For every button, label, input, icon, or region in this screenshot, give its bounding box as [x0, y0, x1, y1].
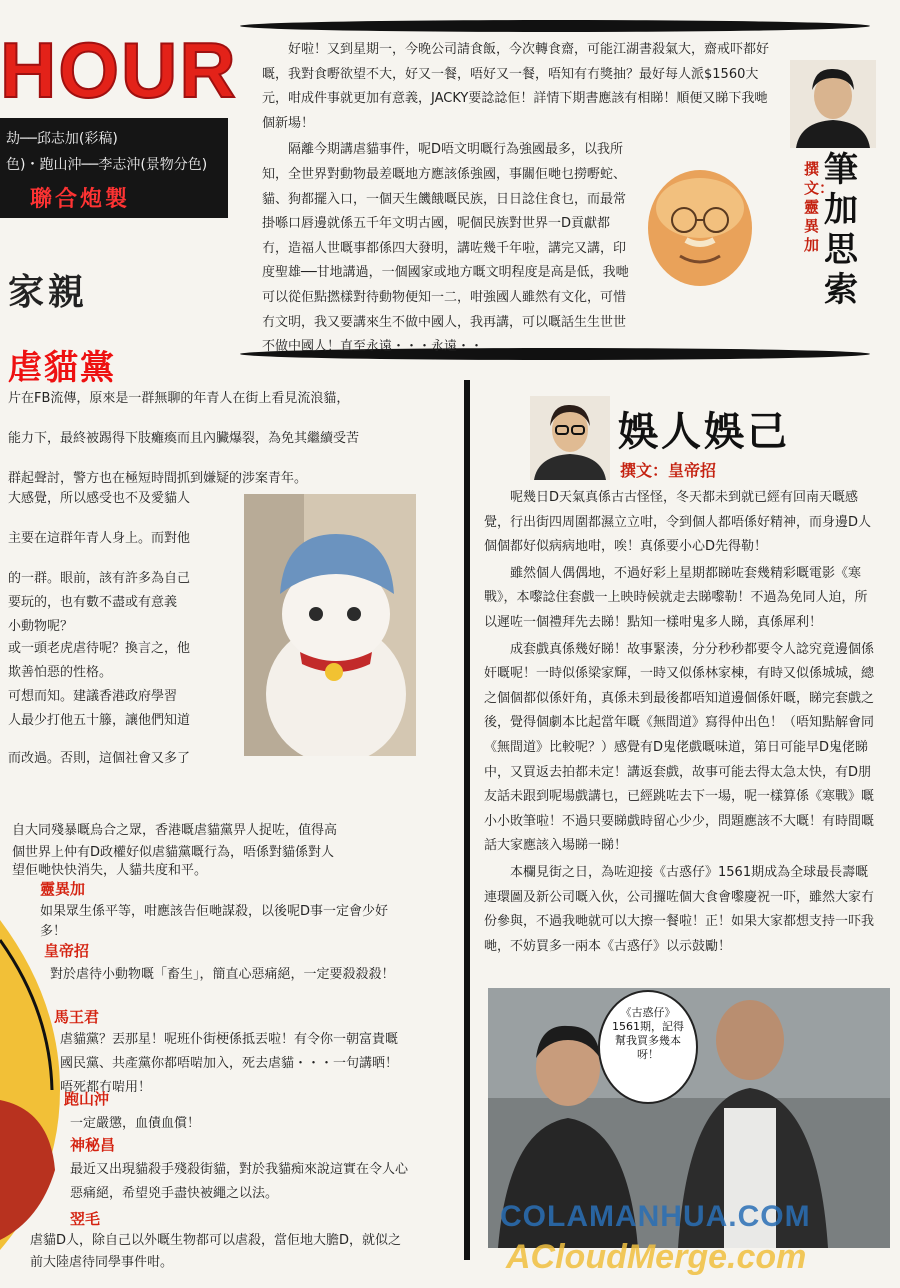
left-section-heading: 家親: [8, 272, 89, 313]
comment-text-4: 一定嚴懲，血債血償！: [70, 1116, 201, 1131]
left-line-3: 群起聲討，警方也在極短時間抓到嫌疑的涉案青年。: [8, 471, 308, 486]
comment-text-6: 虐貓D人，除自己以外嘅生物都可以虐殺，當佢地大膽D，就似之前大陸虐待同學事件咁。: [30, 1233, 402, 1270]
column-divider: [464, 380, 470, 1260]
comment-name-2: 皇帝招: [44, 942, 90, 960]
left-section-subheading: 虐貓黨: [8, 348, 116, 388]
top-column-title: 筆加思索: [824, 150, 858, 310]
right-column-paragraph-3: 成套戲真係幾好睇！故事緊湊，分分秒秒都要令人諗究竟邊個係奸嘅呢！一時似係梁家輝，一時又似係林家棟，有時又似係城城，總之個個都似係奸角，真係未到最後都唔知道邊個係奸嘅，睇完套戲之後，覺得個劇本比起當年嘅《無間道》寫得仲出色！（唔知點解會同《無間道》比較呢？）感覺有D鬼佬戲嘅味道，第日可能早D鬼佬睇中，又買返去拍都未定！講返套戲，故事可能去得太急太快，有D朋友話未跟到呢場戲講乜，已經跳咗去下一場，呢一樣算係《寒戰》嘅小小敗筆啦！不過只要睇戲時留心少少，問題應該不大嘅！有時間嘅話大家應該入場睇一睇！: [484, 641, 875, 854]
author-portrait-linggaga: [790, 60, 876, 148]
left-after-line-2: 個世界上仲有D政權好似虐貓黨嘅行為，唔係對貓係對人: [12, 845, 335, 860]
left-line-8: 小動物呢？: [8, 619, 74, 634]
right-column-byline: 撰文：皇帝招: [620, 461, 717, 480]
left-line-12: 人最少打他五十籐，讓他們知道: [8, 713, 191, 728]
speech-bubble-text: 《古惑仔》1561期，記得幫我買多幾本呀！: [612, 1006, 684, 1061]
top-column-paragraph-1: 好啦！又到星期一，今晚公司請食飯，今次轉食齋，可能江湖書殺氣大，齋戒吓都好嘅，我對食嘢欲望不大，好又一餐，唔好又一餐，唔知有冇獎抽？最好每人派$1560大元，咁成件事就更加有意義，JACKY要諗諗佢！詳情下期書應該有相睇！順便又睇下我哋個新場！: [262, 42, 770, 131]
left-line-1: 片在FB流傳，原來是一群無聊的年青人在街上看見流浪貓，: [8, 391, 350, 406]
comment-name-1: 靈異加: [40, 880, 86, 898]
comment-text-2: 對於虐待小動物嘅「畜生」，簡直心惡痛絕，一定要殺殺殺！: [50, 967, 395, 982]
credits-line-3: 聯合炮製: [30, 187, 131, 212]
right-column-paragraph-1: 呢幾日D天氣真係古古怪怪，冬天都未到就已經有回南天嘅感覺，行出街四周圍都濕立立咁，令到個人都唔係好精神，而身邊D人個個都好似病病地咁，唉！真係要小心D先得勒！: [484, 490, 872, 555]
left-line-6: 的一群。眼前，該有許多為自己: [8, 571, 191, 586]
credits-line-1: 劫──邱志加(彩稿): [6, 131, 118, 147]
comment-name-5: 神秘昌: [70, 1136, 116, 1154]
watermark-acloudmerge: ACloudMerge.com: [506, 1238, 807, 1276]
right-column-paragraph-4: 本欄見街之日，為咗迎接《古惑仔》1561期成為全球最長壽嘅連環圖及新公司嘅入伙，公司攞咗個大食會嚟慶祝一吓，雖然大家冇份參與，不過我哋就可以大擦一餐啦！正！如果大家都想支持一吓我哋，不妨買多一兩本《古惑仔》以示鼓勵！: [484, 864, 875, 954]
comment-text-3: 虐貓黨？丟那星！呢班仆街梗係抵丟啦！有令你一朝富貴嘅國民黨、共產黨你都唔啱加入，死去虐貓・・・一句講晒！唔死都冇啱用！: [60, 1032, 399, 1095]
left-line-7: 要玩的，也有數不盡或有意義: [8, 595, 178, 610]
gandhi-illustration: [628, 168, 766, 290]
credits-box: [0, 118, 228, 218]
cat-photo: [244, 494, 416, 756]
top-banner-line: [240, 20, 870, 32]
author-portrait-emperor: [530, 396, 610, 480]
left-line-13: 而改過。否則，這個社會又多了: [8, 751, 191, 766]
top-column-byline: 撰文：靈異加: [804, 160, 835, 254]
left-line-9: 或一頭老虎虐待呢？換言之，他: [8, 641, 191, 656]
credits-line-2: 色)・跑山沖──李志沖(景物分色): [6, 157, 208, 173]
comment-text-5: 最近又出現貓殺手殘殺街貓，對於我貓痴來說這實在令人心惡痛絕，希望兇手盡快被繩之以法。: [70, 1162, 409, 1201]
left-line-4: 大感覺，所以感受也不及愛貓人: [8, 491, 191, 506]
watermark-colamanhua: COLAMANHUA.COM: [500, 1200, 811, 1233]
right-column-paragraph-2: 雖然個人偶偶地，不過好彩上星期都睇咗套幾精彩嘅電影《寒戰》，本嚟諗住套戲一上映時候就走去睇嚟勒！不過為免同人迫，所以遲咗一個禮拜先去睇！點知一樣咁鬼多人睇，真係犀利！: [484, 565, 868, 630]
left-line-11: 可想而知。建議香港政府學習: [8, 689, 178, 704]
left-line-5: 主要在這群年青人身上。而對他: [8, 531, 191, 546]
right-column-title: 娛人娛己: [618, 409, 790, 455]
left-line-10: 欺善怕惡的性格。: [8, 665, 113, 680]
comment-name-4: 跑山沖: [64, 1090, 110, 1108]
top-column-paragraph-2: 隔離今期講虐貓事件，呢D唔文明嘅行為強國最多，以我所知，全世界對動物最差嘅地方應該係強國，事關佢哋乜撈嘢蛇、貓、狗都擺入口，一個天生饑餓嘅民族，日日諗住食乜，而最常掛喺口唇邊就係五千年文明古國，呢個民族對世界一D貢獻都冇，造福人世嘅事都係四大發明，講咗幾千年啦，講完又講，印度聖雄──甘地講過，一個國家或地方嘅文明程度是高是低，我哋可以從佢點撚樣對待動物便知一二，咁強國人雖然有文化，可惜冇文明，我又要講來生不做中國人，我再講，可以嘅話生生世世不做中國人！直至永遠・・・永遠・・: [262, 142, 629, 355]
comment-name-6: 翌毛: [70, 1210, 101, 1228]
left-after-line-3: 望佢哋快快消失，人貓共度和平。: [12, 863, 208, 878]
right-column-body: [484, 486, 874, 961]
left-after-line-1: 自大同殘暴嘅烏合之眾，香港嘅虐貓黨畀人捉咗，值得高: [12, 823, 338, 838]
comment-name-3: 馬王君: [54, 1008, 100, 1026]
speech-bubble: [598, 990, 698, 1104]
left-line-2: 能力下，最終被踢得下肢癱瘓而且內臟爆裂，為免其繼續受苦: [8, 431, 360, 446]
section-title-hour: HOUR: [0, 26, 238, 114]
comment-text-1: 如果眾生係平等，咁應該告佢哋謀殺，以後呢D事一定會少好多！: [40, 904, 389, 939]
